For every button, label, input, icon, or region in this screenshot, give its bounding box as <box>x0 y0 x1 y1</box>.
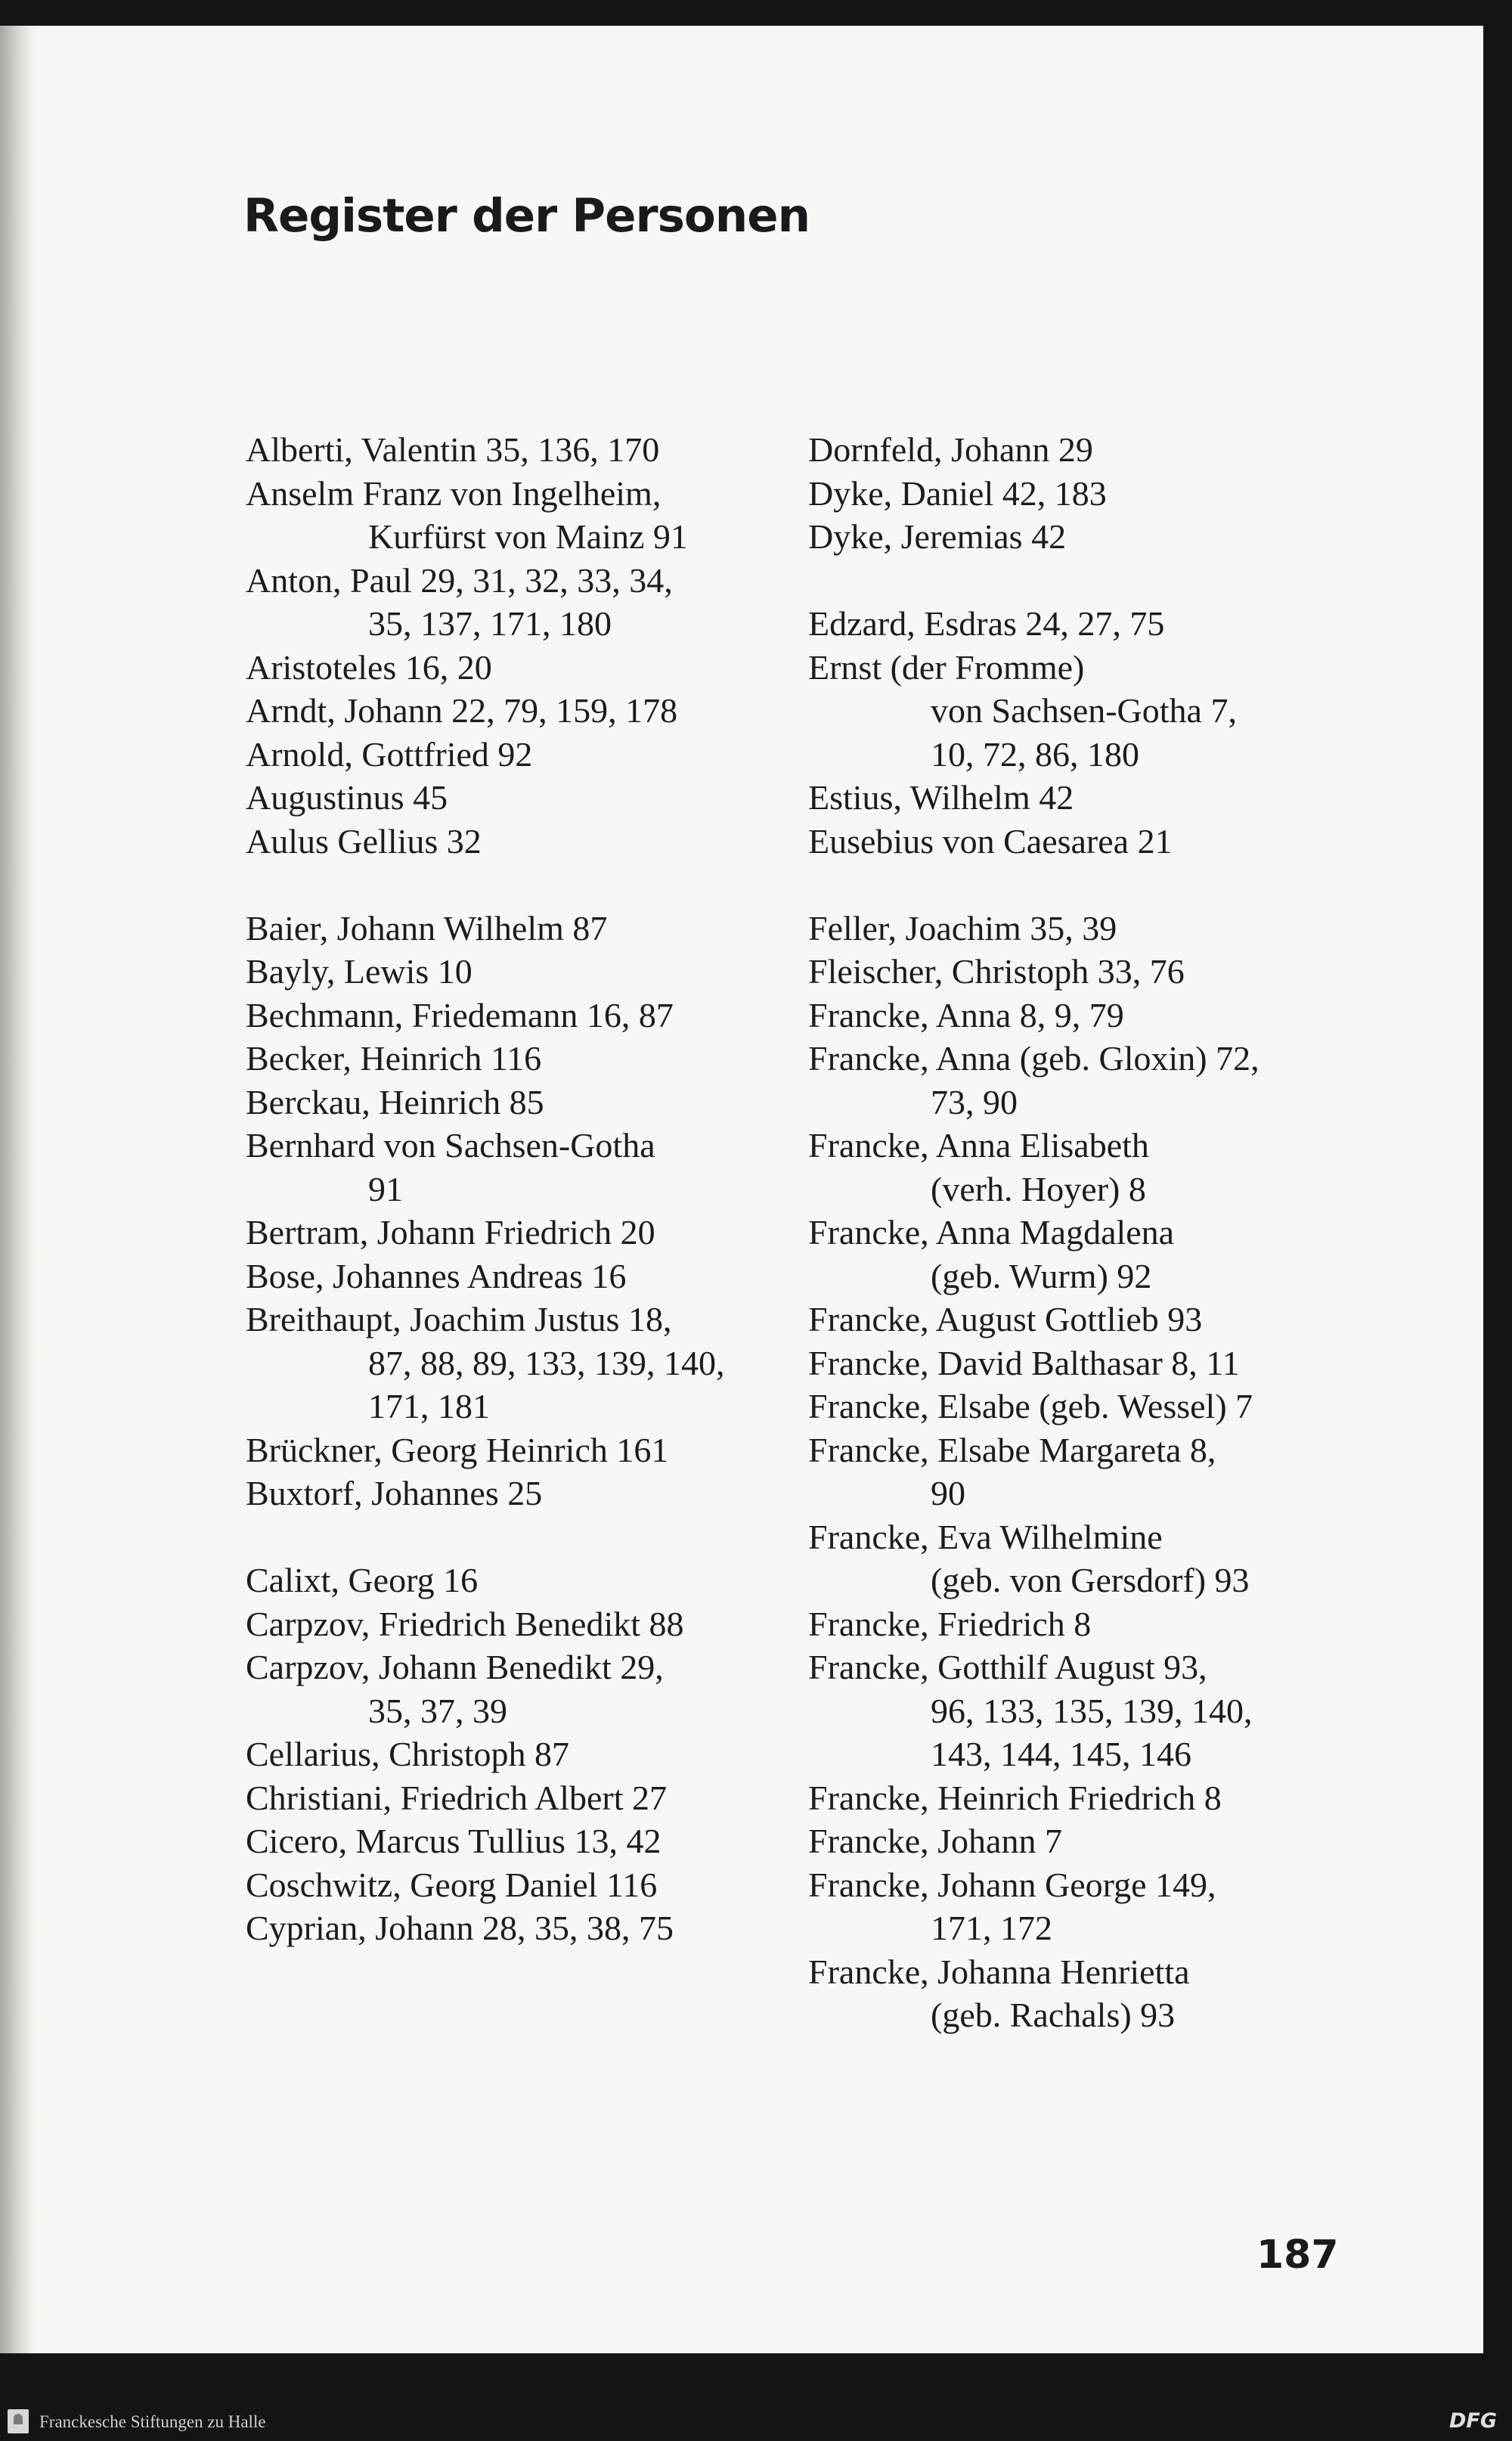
index-entry <box>808 1515 1352 1602</box>
institution-logo-icon <box>8 2409 29 2433</box>
entry-text: Francke, August Gottlieb 93 <box>808 1300 1203 1338</box>
index-entry <box>246 1298 790 1428</box>
entry-text: Francke, Eva Wilhelmine <box>808 1517 1163 1556</box>
entry-text: Augustinus 45 <box>246 778 448 817</box>
index-entry <box>808 776 1352 820</box>
entry-text: Christiani, Friedrich Albert 27 <box>246 1778 668 1817</box>
entry-text: Baier, Johann Wilhelm 87 <box>246 908 608 948</box>
entry-text: Bechmann, Friedemann 16, 87 <box>246 995 674 1034</box>
index-entry <box>808 1428 1352 1515</box>
entry-text: Aristoteles 16, 20 <box>246 647 492 687</box>
entry-text: Dornfeld, Johann 29 <box>808 430 1093 469</box>
entry-continuation: (geb. Rachals) 93 <box>931 1996 1176 2034</box>
entry-continuation: von Sachsen-Gotha 7, <box>931 691 1237 730</box>
index-entry <box>246 1732 790 1776</box>
entry-continuation: (geb. von Gersdorf) 93 <box>931 1561 1250 1599</box>
index-entry <box>808 1037 1352 1124</box>
viewer-footer-bar <box>0 2403 1512 2441</box>
entry-text: Fleischer, Christoph 33, 76 <box>808 952 1185 991</box>
entry-text: Anton, Paul 29, 31, 32, 33, 34, <box>246 560 673 600</box>
index-entry <box>246 950 790 994</box>
entry-text: Edzard, Esdras 24, 27, 75 <box>808 604 1165 643</box>
index-entry <box>808 907 1352 951</box>
entry-text: Carpzov, Friedrich Benedikt 88 <box>246 1604 684 1643</box>
institution-label[interactable]: Franckesche Stiftungen zu Halle <box>39 2412 266 2431</box>
entry-text: Francke, David Balthasar 8, 11 <box>808 1343 1240 1382</box>
entry-continuation: 143, 144, 145, 146 <box>931 1735 1191 1773</box>
entry-text: Cellarius, Christoph 87 <box>246 1735 570 1773</box>
index-entry <box>246 1906 790 1950</box>
entry-text: Eusebius von Caesarea 21 <box>808 821 1173 861</box>
entry-text: Bayly, Lewis 10 <box>246 952 472 991</box>
entry-continuation: (geb. Wurm) 92 <box>931 1256 1152 1295</box>
index-entry <box>246 472 790 559</box>
index-entry <box>246 1124 790 1211</box>
entry-text: Francke, Elsabe (geb. Wessel) 7 <box>808 1387 1253 1425</box>
entry-text: Bertram, Johann Friedrich 20 <box>246 1213 655 1252</box>
index-entry <box>808 1776 1352 1820</box>
entry-text: Francke, Heinrich Friedrich 8 <box>808 1778 1222 1817</box>
index-entry <box>808 1211 1352 1298</box>
index-entry <box>246 1211 790 1255</box>
entry-text: Francke, Johann George 149, <box>808 1865 1216 1904</box>
entry-text: Francke, Anna (geb. Gloxin) 72, <box>808 1039 1259 1078</box>
entry-continuation: 91 <box>368 1169 403 1208</box>
index-entry <box>246 1819 790 1863</box>
index-entry <box>246 559 790 646</box>
entry-text: Francke, Johann 7 <box>808 1822 1062 1860</box>
entry-text: Dyke, Daniel 42, 183 <box>808 473 1107 513</box>
page-number: 187 <box>1256 2232 1339 2278</box>
index-entry <box>808 1602 1352 1646</box>
entry-continuation: (verh. Hoyer) 8 <box>931 1169 1146 1208</box>
index-entry <box>246 776 790 820</box>
entry-text: Breithaupt, Joachim Justus 18, <box>246 1300 672 1338</box>
entry-text: Anselm Franz von Ingelheim, <box>246 473 662 513</box>
index-entry <box>808 950 1352 994</box>
index-entry <box>246 1472 790 1515</box>
index-entry <box>246 1255 790 1298</box>
entry-continuation: 171, 181 <box>368 1387 490 1425</box>
entry-text: Arndt, Johann 22, 79, 159, 178 <box>246 691 678 730</box>
entry-text: Aulus Gellius 32 <box>246 821 482 861</box>
index-entry <box>246 1645 790 1732</box>
index-entry <box>246 646 790 690</box>
entry-text: Calixt, Georg 16 <box>246 1561 479 1599</box>
book-page <box>0 26 1483 2353</box>
entry-text: Brückner, Georg Heinrich 161 <box>246 1430 669 1469</box>
entry-text: Coschwitz, Georg Daniel 116 <box>246 1865 658 1904</box>
index-entry <box>808 646 1352 777</box>
entry-continuation: 35, 37, 39 <box>368 1691 507 1730</box>
entry-text: Arnold, Gottfried 92 <box>246 734 533 774</box>
page-title: Register der Personen <box>243 189 810 243</box>
entry-text: Bernhard von Sachsen-Gotha <box>246 1126 655 1165</box>
index-entry <box>808 1645 1352 1776</box>
index-entry <box>246 1602 790 1646</box>
index-entry <box>808 472 1352 516</box>
entry-continuation: 90 <box>931 1474 965 1512</box>
index-entry <box>246 994 790 1038</box>
entry-continuation: 87, 88, 89, 133, 139, 140, <box>368 1343 725 1382</box>
entry-continuation: 35, 137, 171, 180 <box>368 604 612 643</box>
index-entry <box>808 602 1352 646</box>
index-entry <box>808 1863 1352 1950</box>
entry-text: Cyprian, Johann 28, 35, 38, 75 <box>246 1909 674 1947</box>
index-entry <box>246 1037 790 1081</box>
entry-text: Francke, Johanna Henrietta <box>808 1952 1190 1991</box>
entry-text: Ernst (der Fromme) <box>808 647 1085 687</box>
entry-text: Francke, Anna Magdalena <box>808 1213 1175 1252</box>
entry-text: Cicero, Marcus Tullius 13, 42 <box>246 1822 662 1860</box>
index-entry <box>808 1819 1352 1863</box>
entry-continuation: 96, 133, 135, 139, 140, <box>931 1691 1253 1730</box>
entry-continuation: 171, 172 <box>931 1909 1052 1947</box>
entry-text: Francke, Gotthilf August 93, <box>808 1648 1207 1686</box>
entry-text: Francke, Friedrich 8 <box>808 1604 1092 1643</box>
entry-text: Dyke, Jeremias 42 <box>808 517 1067 556</box>
index-entry <box>246 820 790 864</box>
entry-text: Francke, Anna Elisabeth <box>808 1126 1149 1165</box>
entry-text: Bose, Johannes Andreas 16 <box>246 1256 627 1295</box>
index-entry <box>808 1341 1352 1385</box>
entry-text: Francke, Anna 8, 9, 79 <box>808 995 1124 1034</box>
entry-text: Becker, Heinrich 116 <box>246 1039 542 1078</box>
index-column-right <box>808 428 1352 2037</box>
entry-text: Carpzov, Johann Benedikt 29, <box>246 1648 664 1686</box>
index-column-left <box>246 428 790 1950</box>
entry-continuation: 10, 72, 86, 180 <box>931 734 1139 774</box>
index-entry <box>246 1776 790 1820</box>
index-entry <box>246 907 790 951</box>
index-entry <box>246 1863 790 1907</box>
index-entry <box>808 428 1352 472</box>
entry-text: Francke, Elsabe Margareta 8, <box>808 1430 1216 1469</box>
entry-text: Alberti, Valentin 35, 136, 170 <box>246 430 660 469</box>
entry-continuation: Kurfürst von Mainz 91 <box>368 517 688 556</box>
index-entry <box>808 820 1352 864</box>
index-entry <box>808 1950 1352 2037</box>
index-entry <box>246 689 790 733</box>
index-entry <box>808 1298 1352 1341</box>
entry-continuation: 73, 90 <box>931 1082 1018 1121</box>
index-entry <box>246 1081 790 1124</box>
index-entry <box>808 1124 1352 1211</box>
index-entry <box>246 733 790 777</box>
entry-text: Buxtorf, Johannes 25 <box>246 1474 543 1512</box>
index-entry <box>808 1385 1352 1428</box>
index-entry <box>808 994 1352 1038</box>
entry-text: Berckau, Heinrich 85 <box>246 1082 544 1121</box>
entry-text: Estius, Wilhelm 42 <box>808 778 1074 817</box>
entry-text: Feller, Joachim 35, 39 <box>808 908 1117 948</box>
index-entry <box>246 428 790 472</box>
index-entry <box>246 1428 790 1472</box>
index-entry <box>246 1559 790 1602</box>
dfg-logo: DFG <box>1448 2409 1497 2433</box>
index-entry <box>808 515 1352 559</box>
